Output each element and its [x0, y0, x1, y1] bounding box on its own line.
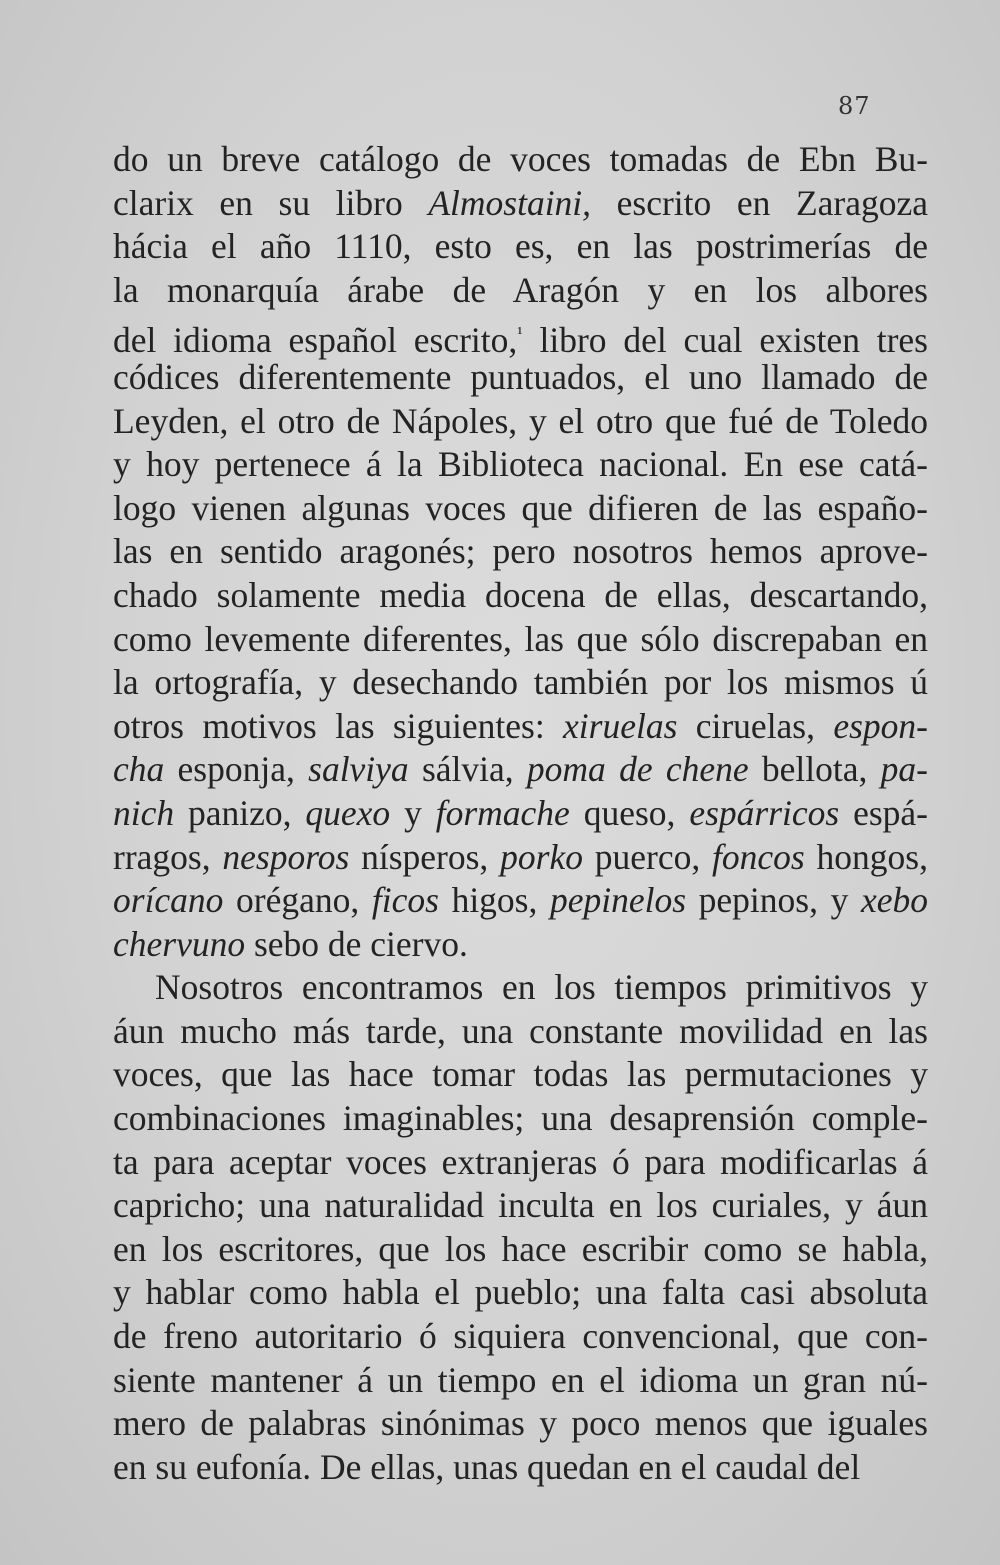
- text-run: escrito en Zaragoza: [591, 182, 929, 223]
- text-run: la ortografía, y desechando también por los mismos ú: [113, 662, 928, 703]
- text-line: [113, 1446, 928, 1490]
- text-line: [113, 748, 928, 792]
- italic-term: foncos: [712, 836, 805, 877]
- text-run: en los escritores, que los hace escribir como se habla,: [113, 1228, 928, 1269]
- body-text: [113, 138, 928, 1489]
- text-line: [113, 1228, 928, 1272]
- text-run: la monarquía árabe de Aragón y en los albores: [113, 269, 928, 310]
- text-run: y hoy pertenece á la Biblioteca nacional. En ese catá-: [113, 444, 928, 485]
- italic-term: xiruelas: [563, 705, 678, 746]
- text-line: [113, 1271, 928, 1315]
- text-line: [113, 1315, 928, 1359]
- text-line: [113, 487, 928, 531]
- italic-term: poma de chene: [526, 749, 749, 790]
- text-line: [113, 1359, 928, 1403]
- text-run: y hablar como habla el pueblo; una falta casi absoluta: [113, 1272, 928, 1313]
- text-line: [113, 923, 928, 967]
- italic-term: Almostaini,: [428, 182, 592, 223]
- text-line: [113, 312, 928, 361]
- text-line: [113, 269, 928, 313]
- italic-term: xebo: [860, 880, 928, 921]
- text-run: nísperos,: [349, 836, 501, 877]
- italic-term: espárricos: [689, 792, 840, 833]
- italic-term: formache: [435, 792, 570, 833]
- text-run: mero de palabras sinónimas y poco menos que iguales: [113, 1403, 928, 1444]
- text-run: del idioma español escrito,: [113, 320, 518, 361]
- text-run: sálvia,: [408, 749, 527, 790]
- italic-term: espon-: [833, 705, 928, 746]
- text-run: panizo,: [174, 792, 306, 833]
- text-run: esponja,: [164, 749, 309, 790]
- paragraph: [113, 138, 928, 966]
- text-line: [113, 530, 928, 574]
- italic-term: orícano: [113, 880, 224, 921]
- text-run: en su eufonía. De ellas, unas quedan en el caudal del: [113, 1446, 861, 1487]
- text-line: [113, 1141, 928, 1185]
- text-run: clarix en su libro: [113, 182, 429, 223]
- text-line: [113, 356, 928, 400]
- italic-term: nich: [113, 792, 175, 833]
- text-line: [113, 879, 928, 923]
- text-line: [113, 1010, 928, 1054]
- text-run: orégano,: [223, 880, 372, 921]
- text-run: ciruelas,: [677, 705, 834, 746]
- text-run: voces, que las hace tomar todas las permutaciones y: [113, 1054, 928, 1095]
- text-run: capricho; una naturalidad inculta en los curiales, y áun: [113, 1185, 928, 1226]
- text-line: [113, 618, 928, 662]
- footnote-marker: ¹: [517, 323, 523, 344]
- text-run: combinaciones imaginables; una desaprensión comple-: [113, 1098, 928, 1139]
- italic-term: porko: [500, 836, 583, 877]
- text-line: [113, 836, 928, 880]
- text-run: como levemente diferentes, las que sólo discrepaban en: [113, 618, 928, 659]
- paragraph: [113, 966, 928, 1489]
- text-run: códices diferentemente puntuados, el uno llamado de: [113, 356, 928, 397]
- text-line: [113, 792, 928, 836]
- text-line: [113, 705, 928, 749]
- page-number: 87: [838, 92, 871, 120]
- text-run: espá-: [839, 792, 928, 833]
- italic-term: salviya: [308, 749, 409, 790]
- text-run: do un breve catálogo de voces tomadas de Ebn Bu-: [113, 139, 928, 179]
- text-run: bellota,: [748, 749, 881, 790]
- text-run: higos,: [438, 880, 550, 921]
- text-run: Leyden, el otro de Nápoles, y el otro que fué de Toledo: [113, 400, 928, 441]
- text-run: siente mantener á un tiempo en el idioma un gran nú-: [113, 1359, 928, 1400]
- text-line: [113, 1053, 928, 1097]
- text-run: puerco,: [582, 836, 713, 877]
- text-run: ta para aceptar voces extranjeras ó para modificarlas á: [113, 1141, 928, 1182]
- text-run: libro del cual existen tres: [522, 320, 928, 361]
- text-run: áun mucho más tarde, una constante movilidad en las: [113, 1010, 928, 1051]
- text-run: queso,: [569, 792, 690, 833]
- text-line: [113, 661, 928, 705]
- text-run: de freno autoritario ó siquiera convencional, que con-: [113, 1316, 928, 1357]
- text-run: pepinos, y: [686, 880, 861, 921]
- text-run: sebo de ciervo.: [245, 923, 468, 964]
- text-run: las en sentido aragonés; pero nosotros hemos aprove-: [113, 531, 928, 572]
- text-line: [113, 138, 928, 182]
- text-line: [113, 443, 928, 487]
- text-line: [113, 1402, 928, 1446]
- italic-term: nesporos: [222, 836, 350, 877]
- text-run: hácia el año 1110, esto es, en las postrimerías de: [113, 226, 928, 267]
- italic-term: pepinelos: [550, 880, 687, 921]
- italic-term: chervuno: [113, 923, 246, 964]
- text-line: [113, 225, 928, 269]
- text-run: hongos,: [804, 836, 928, 877]
- text-line: [113, 1184, 928, 1228]
- text-run: rragos,: [113, 836, 223, 877]
- text-line: [113, 1097, 928, 1141]
- text-line: [113, 400, 928, 444]
- italic-term: cha: [113, 749, 165, 790]
- italic-term: ficos: [371, 880, 439, 921]
- italic-term: pa-: [880, 749, 928, 790]
- text-run: logo vienen algunas voces que difieren de las españo-: [113, 487, 928, 528]
- text-line: [113, 182, 928, 226]
- text-line: [113, 966, 928, 1010]
- text-run: y: [390, 792, 436, 833]
- italic-term: quexo: [305, 792, 391, 833]
- text-run: chado solamente media docena de ellas, descartando,: [113, 574, 928, 615]
- text-run: Nosotros encontramos en los tiempos primitivos y: [155, 967, 928, 1008]
- text-line: [113, 574, 928, 618]
- text-run: otros motivos las siguientes:: [113, 705, 564, 746]
